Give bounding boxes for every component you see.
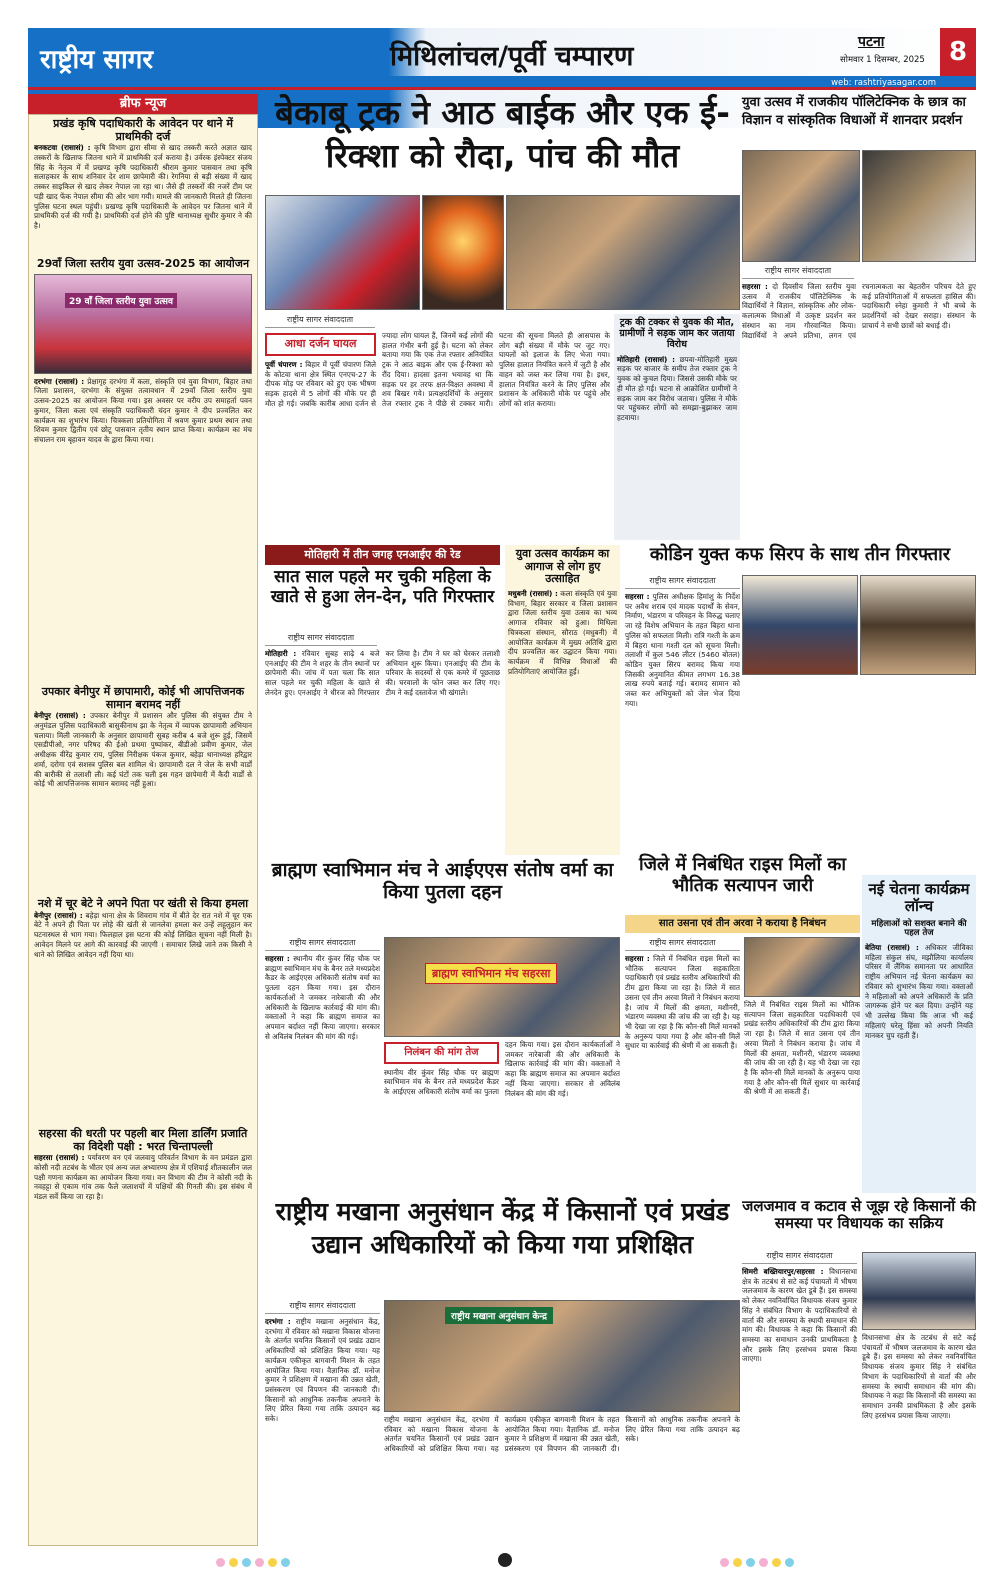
dateline: बेनीपुर (रासासं) :	[34, 711, 86, 721]
page-number: 8	[940, 28, 976, 76]
story-text: प्रेक्षागृह दरभंगा में कला, संस्कृति एवं युवा विभाग, बिहार तथा जिला प्रशासन, दरभंगा के संयुक्त तत्वावधान में 29वाँ जिला स्तरीय युवा उत्सव-2025 का आयोजन किया गया। इस अवसर पर वरीय उप समाहर्ता पवन कुमार, जिला कला एवं संस्कृति पदाधिकारी चंदन कुमार ने दीप प्रज्वलित कर कार्यक्रम का शुभारंभ किया। चित्रकला प्रतियोगिता में श्रवण कुमार प्रथम स्थान तथा शिवम कुमार द्वितीय एवं छोटू पासवान तृतीय स्थान प्राप्त किया। कार्यक्रम का मंच संचालन राम बृहावन यादव के द्वारा किया गया।	[34, 376, 252, 444]
dateline: बनकटवा (रासासं) :	[34, 143, 91, 153]
city-label: पटना	[858, 34, 885, 50]
nia-banner: मोतिहारी में तीन जगह एनआईए की रेड	[265, 545, 500, 565]
brief-news-label: ब्रीफ न्यूज	[28, 94, 258, 114]
nia-headline: सात साल पहले मर चुकी महिला के खाते से हुआ लेन-देन, पति गिरफ्तार	[270, 567, 495, 607]
side-story	[614, 314, 740, 540]
story-text: स्थानीय वीर कुंवर सिंह चौक पर ब्राह्मण स्वाभिमान मंच के बैनर तले मध्यप्रदेश कैडर के आईएएस अधिकारी संतोष वर्मा का पुतला दहन किया गया। इस दौरान कार्यकर्ताओं ने जमकर नारेबाजी की और अधिकारी के खिलाफ कार्रवाई की मांग की। वक्ताओं ने कहा कि ब्राह्मण समाज का अपमान बर्दाश्त नहीं किया जाएगा। सरकार से अविलंब निलंबन की मांग की गई।	[384, 1040, 620, 1098]
dateline: बेनीपुर (रासासं) :	[34, 910, 83, 920]
dateline: सिमरी बख्तियारपुर/सहरसा :	[742, 1267, 824, 1276]
subhead: महिलाओं को सशक्त बनाने की पहल तेज	[871, 918, 967, 939]
pull-quote: आधा दर्जन घायल	[265, 333, 376, 356]
event-photo	[862, 150, 976, 262]
brief-story	[34, 118, 252, 243]
event-photo	[34, 274, 252, 374]
headline: युवा उत्सव कार्यक्रम का आगाज से लोग हुए उत्साहित	[515, 547, 610, 586]
issue-date: सोमवार 1 दिसम्बर, 2025	[840, 55, 925, 65]
brahman-story-continued	[384, 1040, 620, 1192]
byline: राष्ट्रीय सागर संवाददाता	[265, 1300, 380, 1314]
crowd-photo	[506, 195, 740, 310]
makhana-headline: राष्ट्रीय मखाना अनुसंधान केंद्र में किसानों एवं प्रखंड उद्यान अधिकारियों को किया गया प्रशिक्षित	[275, 1197, 730, 1259]
lead-story-body	[265, 314, 610, 540]
dateline: सहरसा :	[625, 954, 650, 963]
codeine-story-body	[625, 575, 740, 855]
police-photo	[860, 575, 976, 675]
protest-photo	[384, 937, 620, 1037]
polytechnic-headline: युवा उत्सव में राजकीय पॉलिटेक्निक के छात्र का विज्ञान व सांस्कृतिक विधाओं में शानदार प्रदर्शन	[742, 95, 966, 129]
dateline: मोतिहारी (रासासं) :	[617, 354, 675, 364]
story-text: पुलिस अधीक्षक हिमांशु के निर्देश पर अवैध शराब एवं मादक पदार्थों के सेवन, निर्माण, भंडारण व परिवहन के विरुद्ध चलाए जा रहे विशेष अभियान के तहत बिहरा थाना पुलिस को सफलता मिली। रात्रि गश्ती के क्रम में बिहरा थाना गश्ती दल को सूचना मिली। तलाशी में कुल 546 लीटर (5460 बोतल) कोडिन युक्त सिरप बरामद किया गया जिसकी अनुमानित कीमत लगभग 16.38 लाख रुपये बताई गई। बरामद सामान को जब्त कर अभियुक्तों को जेल भेज दिया गया।	[625, 592, 740, 708]
institute-banner-text: राष्ट्रीय मखाना अनुसंधान केन्द्र	[445, 1307, 553, 1324]
truck-photo	[265, 195, 420, 310]
dateline: सहरसा :	[265, 954, 290, 963]
ricemill-story-body	[625, 937, 740, 1192]
story-text: राष्ट्रीय मखाना अनुसंधान केंद्र, दरभंगा में रविवार को मखाना विकास योजना के अंतर्गत चयनित किसानों एवं प्रखंड उद्यान अधिकारियों को प्रशिक्षित किया गया। यह कार्यक्रम एकीकृत बागवानी मिशन के तहत आयोजित किया गया। वैज्ञानिक डॉ. मनोज कुमार ने प्रशिक्षण में मखाना की उन्नत खेती, प्रसंस्करण एवं विपणन की जानकारी दी। किसानों को आधुनिक तकनीक अपनाने के लिए प्रेरित किया गया ताकि उत्पादन बढ़ सके।	[384, 1415, 740, 1454]
brief-story	[34, 1128, 252, 1523]
headline: सहरसा की धरती पर पहली बार मिला डार्लिंग प्रजाति का विदेशी पक्षी : भरत चिन्तापल्ली	[38, 1127, 248, 1153]
edition-title: मिथिलांचल/पूर्वी चम्पारण	[390, 41, 634, 72]
brief-story	[34, 898, 252, 1131]
story-text: स्थानीय वीर कुंवर सिंह चौक पर ब्राह्मण स्वाभिमान मंच के बैनर तले मध्यप्रदेश कैडर के आईएएस अधिकारी संतोष वर्मा का पुतला दहन किया गया। इस दौरान कार्यकर्ताओं ने जमकर नारेबाजी की और अधिकारी के खिलाफ कार्रवाई की मांग की। वक्ताओं ने कहा कि ब्राह्मण समाज का अपमान बर्दाश्त नहीं किया जाएगा। सरकार से अविलंब निलंबन की मांग की गई।	[265, 954, 380, 1041]
lead-headline: बेकाबू ट्रक ने आठ बाईक और एक ई-रिक्शा को रौदा, पांच की मौत	[275, 93, 730, 175]
chetna-story	[862, 875, 976, 1193]
story-text: छपवा-मोतिहारी मुख्य सड़क पर बाजार के समीप तेज रफ्तार ट्रक ने युवक को कुचल दिया। जिससे उसकी मौके पर ही मौत हो गई। घटना से आक्रोशित ग्रामीणों ने सड़क जाम कर विरोध जताया। पुलिस ने मौके पर पहुंचकर लोगों को समझा-बुझाकर जाम हटवाया।	[617, 354, 737, 423]
dateline: सहरसा :	[625, 592, 650, 601]
jaljamav-story-body	[742, 1250, 857, 1545]
headline: उपकार बेनीपुर में छापामारी, कोई भी आपत्तिजनक सामान बरामद नहीं	[41, 685, 245, 711]
byline: राष्ट्रीय सागर संवाददाता	[625, 575, 740, 589]
dateline: सहरसा (रासासं) :	[34, 1153, 85, 1163]
byline: राष्ट्रीय सागर संवाददाता	[625, 937, 740, 951]
story-text: राष्ट्रीय मखाना अनुसंधान केंद्र, दरभंगा में रविवार को मखाना विकास योजना के अंतर्गत चयनित किसानों एवं प्रखंड उद्यान अधिकारियों को प्रशिक्षित किया गया। यह कार्यक्रम एकीकृत बागवानी मिशन के तहत आयोजित किया गया। वैज्ञानिक डॉ. मनोज कुमार ने प्रशिक्षण में मखाना की उन्नत खेती, प्रसंस्करण एवं विपणन की जानकारी दी। किसानों को आधुनिक तकनीक अपनाने के लिए प्रेरित किया गया ताकि उत्पादन बढ़ सके।	[265, 1317, 380, 1424]
yuva-story	[505, 545, 620, 855]
headline: नशे में चूर बेटे ने अपने पिता पर खंती से किया हमला	[37, 897, 249, 910]
story-text: जिले में निबंधित राइस मिलों का भौतिक सत्यापन जिला सहकारिता पदाधिकारी एवं प्रखंड स्तरीय अधिकारियों की टीम द्वारा किया जा रहा है। जिले में सात उसना एवं तीन अरवा मिलों ने निबंधन कराया है। जांच में मिलों की क्षमता, मशीनरी, भंडारण व्यवस्था की जांच की जा रही है। यह भी देखा जा रहा है कि कौन-सी मिलें मानकों के अनुरूप पाया गया है और कौन-सी मिलें सुधार या कार्रवाई की श्रेणी में आ सकती हैं।	[625, 954, 740, 1051]
brahman-headline: ब्राह्मण स्वाभिमान मंच ने आईएएस संतोष वर्मा का किया पुतला दहन	[271, 859, 614, 903]
story-text: विधानसभा क्षेत्र के तटबंध से सटे कई पंचायतों में भीषण जलजमाव के कारण खेत डूबे हैं। इस समस्या को लेकर नवनिर्वाचित विधायक संजय कुमार सिंह ने संबंधित विभाग के पदाधिकारियों से वार्ता की और समस्या के स्थायी समाधान की मांग की। विधायक ने कहा कि किसानों की समस्या का समाधान उनकी प्राथमिकता है और इसके लिए हरसंभव प्रयास किया जाएगा।	[862, 1333, 976, 1420]
headline: ट्रक की टक्कर से युवक की मौत, ग्रामीणों ने सड़क जाम कर जताया विरोध	[619, 317, 735, 350]
story-text: अधिकार जीविका महिला संकुल संघ, मझौलिया कार्यालय परिसर में लैंगिक समानता पर आधारित राष्ट्रीय अभियान नई चेतना कार्यक्रम का रविवार को शुभारंभ किया गया। वक्ताओं ने महिलाओं को अपने अधिकारों के प्रति जागरूक होने पर बल दिया। उन्होंने यह भी उल्लेख किया कि आज भी कई महिलाएं घरेलू हिंसा को अपनी नियति मानकर चुप रहती हैं।	[865, 943, 973, 1040]
makhana-story-body	[265, 1300, 380, 1545]
headline: नई चेतना कार्यक्रम लॉन्च	[868, 880, 970, 916]
byline: राष्ट्रीय सागर संवाददाता	[742, 1250, 857, 1264]
dateline: सहरसा :	[742, 282, 768, 291]
story-text: विधानसभा क्षेत्र के तटबंध से सटे कई पंचायतों में भीषण जलजमाव के कारण खेत डूबे हैं। इस समस्या को लेकर नवनिर्वाचित विधायक संजय कुमार सिंह ने संबंधित विभाग के पदाधिकारियों से वार्ता की और समस्या के स्थायी समाधान की मांग की। विधायक ने कहा कि किसानों की समस्या का समाधान उनकी प्राथमिकता है और इसके लिए हरसंभव प्रयास किया जाएगा।	[742, 1267, 857, 1364]
dateline: पूर्वी चंपारण :	[265, 359, 303, 369]
polytechnic-story-body	[742, 265, 976, 540]
byline: राष्ट्रीय सागर संवाददाता	[265, 314, 375, 328]
brahman-story-body	[265, 937, 380, 1192]
byline: राष्ट्रीय सागर संवाददाता	[265, 937, 380, 951]
story-text: बिहार में पूर्वी चंपारण जिले के कोटवा थाना क्षेत्र स्थित एनएच-27 के दीपक मोड़ पर रविवार को हुए एक भीषण सड़क हादसे में 5 लोगों की मौके पर ही मौत हो गई। जबकि कारीब आधा दर्जन से ज्यादा लोग घायल हैं, जिनमें कई लोगों की हालत गंभीर बनी हुई है। घटना को लेकर बताया गया कि एक तेज रफ्तार अनियंत्रित ट्रक ने आठ बाइक और एक ई-रिक्शा को रौंद दिया। हादसा इतना भयावह था कि सड़क पर हर तरफ क्षत-विक्षत अवस्था में शव बिखर गये। प्रत्यक्षदर्शियों के अनुसार तेज रफ्तार ट्रक ने पीछे से टक्कर मारी। घटना की सूचना मिलते ही आसपास के लोग बड़ी संख्या में मौके पर जुट गए। घायलों को इलाज के लिए भेजा गया। पुलिस हालात नियंत्रित करने में जुटी है और वाहन को जब्त कर लिया गया है। इधर, हालात नियंत्रित करने के लिए पुलिस और प्रशासन के अधिकारी मौके पर पहुंचे और लोगों को शांत कराया।	[265, 331, 610, 409]
story-text: दो दिवसीय जिला स्तरीय युवा उत्सव में राजकीय पॉलिटेक्निक के विद्यार्थियों ने विज्ञान, सांस्कृतिक और लोक-कलात्मक विधाओं में उत्कृष्ट प्रदर्शन कर संस्थान का नाम गौरवान्वित किया। विद्यार्थियों ने अपने प्रतिभा, लगन एवं रचनात्मकता का बेहतरीन परिचय देते हुए कई प्रतियोगिताओं में सफलता हासिल की। पदाधिकारी स्नेहा कुमारी ने भी बच्चे के प्रदर्शनियों को देखर सराहा। संस्थान के प्राचार्य ने सभी छात्रों को बधाई दी।	[742, 282, 976, 340]
protest-banner-text: ब्राह्मण स्वाभिमान मंच सहरसा	[425, 963, 557, 984]
story-text: उपकार बेनीपुर में प्रशासन और पुलिस की संयुक्त टीम ने अनुमंडल पुलिस पदाधिकारी बासुकीनाथ झा के नेतृत्व में व्यापक छापामारी अभियान चलाया। मिली जानकारी के अनुसार छापामारी सुबह करीब 4 बजे शुरू हुई, जिसमें एसडीपीओ, नगर परिषद की ईओ प्रथमा पुष्पांकर, बीडीओ प्रवीण कुमार, जेल अधीक्षक वीरेंद्र कुमार राय, पुलिस निरीक्षक पंकज कुमार, बहेड़ा थानाध्यक्ष हरिद्वार शर्मा, दरोगा एवं सशस्त्र पुलिस बल शामिल थे। छापामारी दल ने जेल के सभी वार्डों की बारीकी से तलाशी ली। कई घंटों तक चली इस गहन छापेमारी में कैदी वार्डों से कोई भी आपत्तिजनक सामान बरामद नहीं हुआ।	[34, 711, 252, 789]
ricemill-headline: जिले में निबंधित राइस मिलों का भौतिक सत्यापन जारी	[638, 854, 847, 896]
jaljamav-headline: जलजमाव व कटाव से जूझ रहे किसानों की समस्या पर विधायक का सक्रिय	[742, 1197, 976, 1233]
story-text: कला संस्कृति एवं युवा विभाग, बिहार सरकार व जिला प्रशासन द्वारा जिला स्तरीय युवा उत्सव का भव्य आगाज रविवार को हुआ। मिथिला चित्रकला संस्थान, सौराठ (मधुबनी) में आयोजित कार्यक्रम में मुख्य अतिथि द्वारा दीप प्रज्वलित कर उद्घाटन किया गया। कार्यक्रम में विभिन्न विधाओं की प्रतियोगिताएं आयोजित हुईं।	[508, 588, 617, 676]
nia-story-body	[265, 632, 500, 852]
dateline: मधुबनी (रासासं) :	[508, 588, 558, 598]
ricemill-photo	[744, 937, 860, 997]
story-text: रविवार सुबह साढ़े 4 बजे एनआईए की टीम ने शहर के तीन स्थानों पर छापेमारी की। जांच में पता चला कि सात साल पहले मर चुकी महिला के खाते से लेनदेन हुए। एनआईए ने धीरज को गिरफ्तार कर लिया है। टीम ने घर को घेरकर तलाशी अभियान शुरू किया। एनआईए की टीम के परिवार के सदस्यों से एक कमरे में पूछताछ की। घरवालों के फोन जब्त कर लिए गए। टीम ने कई दस्तावेज भी खंगाले।	[265, 649, 500, 697]
story-text: जिले में निबंधित राइस मिलों का भौतिक सत्यापन जिला सहकारिता पदाधिकारी एवं प्रखंड स्तरीय अधिकारियों की टीम द्वारा किया जा रहा है। जिले में सात उसना एवं तीन अरवा मिलों ने निबंधन कराया है। जांच में मिलों की क्षमता, मशीनरी, भंडारण व्यवस्था की जांच की जा रही है। यह भी देखा जा रहा है कि कौन-सी मिलें मानकों के अनुरूप पाया गया है और कौन-सी मिलें सुधार या कार्रवाई की श्रेणी में आ सकती हैं।	[744, 1000, 860, 1097]
story-text: कृषि विभाग द्वारा सीमा से खाद तस्करी करते अज्ञात खाद तस्करों के खिलाफ जितना थाने में प्राथमिकी दर्ज कराया है। उर्वरक इंस्पेक्टर संजय सिंह के नेतृत्व में में प्रखण्ड कृषि पदाधिकारी श्रीराम कुमार पासवान तथा कृषि सलाहकार के साथ शनिवार देर शाम छापेमारी की। रेगनिया से बड़ी संख्या में खाद तस्कर साइकिल से खाद लेकर नेपाल जा रहा था। जैसे ही तस्करों की नजरें टीम पर पड़ी खाद फेंक नेपाल सीमा की ओर भाग गयी। मामले की जानकारी मिलते ही जितना पुलिस घटना स्थल पहुंची। प्रखण्ड कृषि पदाधिकारी के आवेदन पर जितना थाने में प्राथमिकी दर्ज की गयी है। प्राथमिकी दर्ज होने की पुष्टि थानाध्यक्ष सुधीर कुमार ने की है।	[34, 143, 252, 231]
website-link[interactable]: web: rashtriyasagar.com	[28, 76, 976, 90]
police-photo	[742, 575, 858, 675]
newspaper-logo: राष्ट्रीय सागर	[40, 45, 153, 75]
makhana-photo	[384, 1300, 740, 1412]
dateline: दरभंगा (रासासं) :	[34, 376, 85, 386]
dateline: बेतिया (रासासं) :	[865, 943, 919, 953]
ricemill-subhead: सात उसना एवं तीन अरवा ने कराया है निबंधन	[625, 915, 860, 933]
dateline: दरभंगा :	[265, 1317, 291, 1326]
photo-caption: 29 वाँ जिला स्तरीय युवा उत्सव	[65, 293, 177, 308]
codeine-headline: कोडिन युक्त कफ सिरप के साथ तीन गिरफ्तार	[649, 544, 951, 565]
jaljamav-story-continued	[862, 1333, 976, 1545]
mla-photo	[862, 1252, 976, 1330]
brief-story	[34, 258, 252, 657]
headline: 29वाँ जिला स्तरीय युवा उत्सव-2025 का आयोजन	[36, 257, 250, 270]
story-text: पर्यावरण वन एवं जलवायु परिवर्तन विभाग के वन प्रमंडल द्वारा कोसी नदी तटबंध के भीतर एवं अन्य जल अभ्यारण्य क्षेत्र में एशियाई शीतकालीन जल पक्षी गणना कार्यक्रम का आयोजन किया गया। वन विभाग की टीम ने कोसी नदी के नवहट्टा से एकाम गांव तक फैले जलाशयों में पक्षियों की गिनती की। इस संबंध में मंडल सर्वे किया जा रहा है।	[34, 1153, 252, 1202]
byline: राष्ट्रीय सागर संवाददाता	[265, 632, 377, 646]
story-text: बहेड़ा थाना क्षेत्र के शिवराम गांव में बीते देर रात नशे में चूर एक बेटे ने अपने ही पिता पर लोहे की खंती से जानलेवा हमला कर उन्हें लहूलुहान कर घटनास्थल से भाग गया। फिलहाल इस घटना की कोई लिखित सूचना नहीं मिली है। आवेदन मिलने पर आगे की कारवाई की जाएगी । समाचार लिखे जाने तक किसी ने थाने को लिखित आवेदन नहीं दिया था।	[34, 910, 252, 959]
footer-color-bar	[40, 1552, 970, 1571]
pull-quote: निलंबन की मांग तेज	[384, 1042, 499, 1064]
event-photo	[742, 150, 860, 262]
fire-photo	[422, 195, 504, 310]
makhana-story-continued	[384, 1415, 740, 1545]
byline: राष्ट्रीय सागर संवाददाता	[742, 265, 854, 279]
headline: प्रखंड कृषि पदाधिकारी के आवेदन पर थाने में प्राथमिकी दर्ज	[53, 117, 233, 143]
dateline: मोतिहारी :	[265, 649, 297, 658]
ricemill-story-continued	[744, 1000, 860, 1192]
brief-story	[34, 686, 252, 901]
